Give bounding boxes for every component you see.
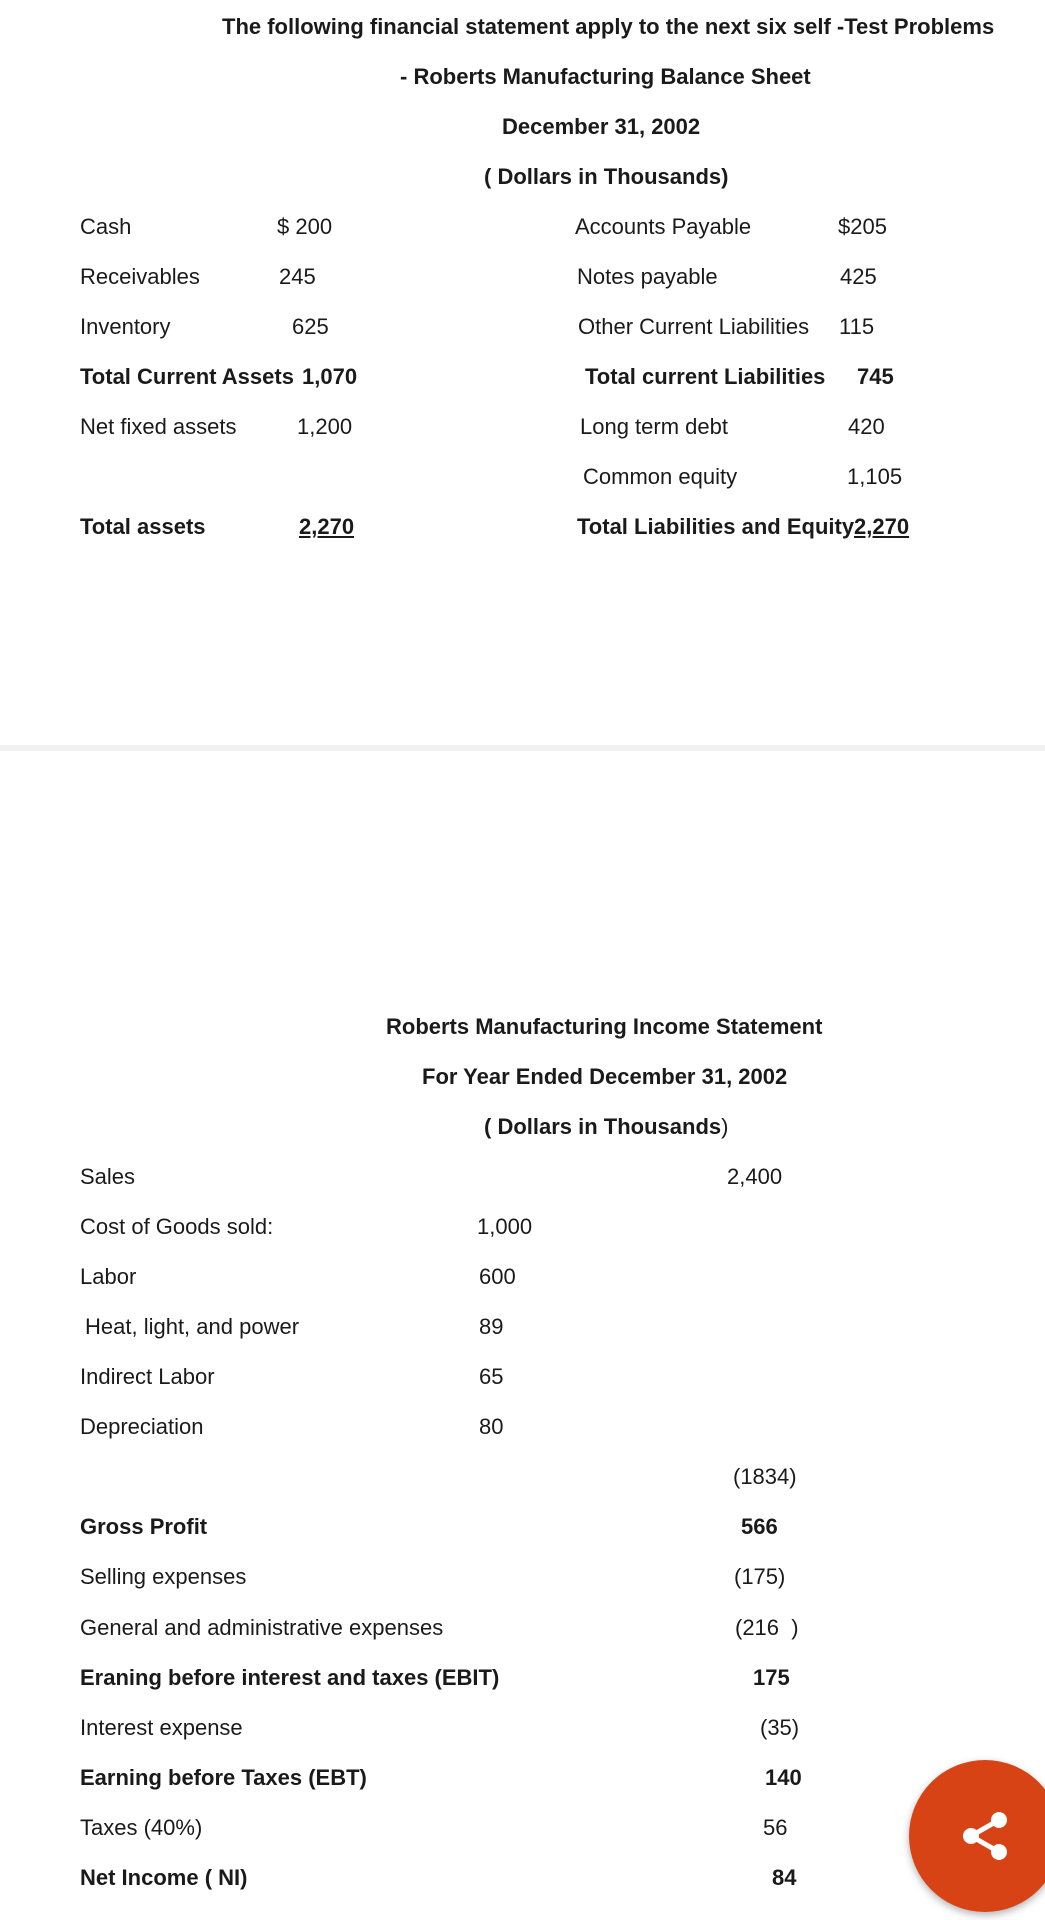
balance-sheet-page bbox=[0, 0, 1045, 745]
selling-expenses-label: Selling expenses bbox=[80, 1564, 247, 1589]
long-term-debt-label: Long term debt bbox=[580, 414, 728, 439]
interest-expense-label: Interest expense bbox=[80, 1715, 243, 1740]
indirect-labor-label: Indirect Labor bbox=[80, 1364, 215, 1389]
share-icon bbox=[959, 1810, 1011, 1862]
units-close: ) bbox=[721, 1114, 729, 1139]
total-current-assets-value: 1,070 bbox=[302, 364, 358, 389]
income-statement-units bbox=[484, 1116, 728, 1138]
total-assets-value: 2,270 bbox=[299, 514, 355, 539]
long-term-debt-value: 420 bbox=[848, 414, 885, 439]
balance-sheet-date: December 31, 2002 bbox=[502, 114, 701, 139]
cogs-total-value: (1834) bbox=[733, 1464, 797, 1489]
receivables-value: 245 bbox=[279, 264, 316, 289]
net-fixed-assets-value: 1,200 bbox=[297, 414, 353, 439]
selling-expenses-value: (175) bbox=[734, 1564, 786, 1589]
taxes-value: 56 bbox=[763, 1815, 788, 1840]
other-current-liabilities-label: Other Current Liabilities bbox=[578, 314, 810, 339]
balance-sheet-title: - Roberts Manufacturing Balance Sheet bbox=[400, 64, 811, 89]
total-current-liabilities-label: Total current Liabilities bbox=[585, 364, 826, 389]
sales-label: Sales bbox=[80, 1164, 136, 1189]
total-liabilities-equity-label: Total Liabilities and Equity bbox=[577, 514, 855, 539]
inventory-label: Inventory bbox=[80, 314, 171, 339]
net-income-label: Net Income ( NI) bbox=[80, 1865, 248, 1890]
net-income-value: 84 bbox=[772, 1865, 797, 1890]
income-statement-title: Roberts Manufacturing Income Statement bbox=[386, 1014, 823, 1039]
total-current-assets-label: Total Current Assets bbox=[80, 364, 294, 389]
taxes-label: Taxes (40%) bbox=[80, 1815, 203, 1840]
ebt-label: Earning before Taxes (EBT) bbox=[80, 1765, 367, 1790]
common-equity-label: Common equity bbox=[583, 464, 738, 489]
common-equity-value: 1,105 bbox=[847, 464, 903, 489]
notes-payable-value: 425 bbox=[840, 264, 877, 289]
ebt-value: 140 bbox=[765, 1765, 802, 1790]
indirect-labor-value: 65 bbox=[479, 1364, 504, 1389]
income-statement-page bbox=[0, 751, 1045, 1920]
income-statement-period: For Year Ended December 31, 2002 bbox=[422, 1064, 788, 1089]
total-current-liabilities-value: 745 bbox=[857, 364, 894, 389]
units-text: ( Dollars in Thousands bbox=[484, 1114, 722, 1139]
ebit-value: 175 bbox=[753, 1665, 790, 1690]
other-current-liabilities-value: 115 bbox=[839, 314, 875, 339]
depreciation-value: 80 bbox=[479, 1414, 504, 1439]
labor-label: Labor bbox=[80, 1264, 137, 1289]
labor-value: 600 bbox=[479, 1264, 516, 1289]
interest-expense-value: (35) bbox=[760, 1715, 800, 1740]
gross-profit-value: 566 bbox=[741, 1514, 778, 1539]
heat-value: 89 bbox=[479, 1314, 504, 1339]
total-liabilities-equity-value: 2,270 bbox=[854, 514, 910, 539]
gross-profit-label: Gross Profit bbox=[80, 1514, 208, 1539]
cash-label: Cash bbox=[80, 214, 132, 239]
receivables-label: Receivables bbox=[80, 264, 200, 289]
cogs-label: Cost of Goods sold: bbox=[80, 1214, 274, 1239]
depreciation-label: Depreciation bbox=[80, 1414, 204, 1439]
net-fixed-assets-label: Net fixed assets bbox=[80, 414, 237, 439]
ebit-label: Eraning before interest and taxes (EBIT) bbox=[80, 1665, 500, 1690]
cash-value: $ 200 bbox=[277, 214, 333, 239]
intro-text: The following financial statement apply to the next six self -Test Problems bbox=[222, 14, 995, 39]
accounts-payable-value: $205 bbox=[838, 214, 887, 239]
cogs-value: 1,000 bbox=[477, 1214, 533, 1239]
ga-expenses-label: General and administrative expenses bbox=[80, 1615, 444, 1640]
inventory-value: 625 bbox=[292, 314, 329, 339]
total-assets-label: Total assets bbox=[80, 514, 206, 539]
heat-label: Heat, light, and power bbox=[85, 1314, 300, 1339]
accounts-payable-label: Accounts Payable bbox=[575, 214, 752, 239]
balance-sheet-units: ( Dollars in Thousands) bbox=[484, 164, 729, 189]
notes-payable-label: Notes payable bbox=[577, 264, 718, 289]
ga-expenses-value: (216 ) bbox=[735, 1615, 799, 1640]
sales-value: 2,400 bbox=[727, 1164, 783, 1189]
